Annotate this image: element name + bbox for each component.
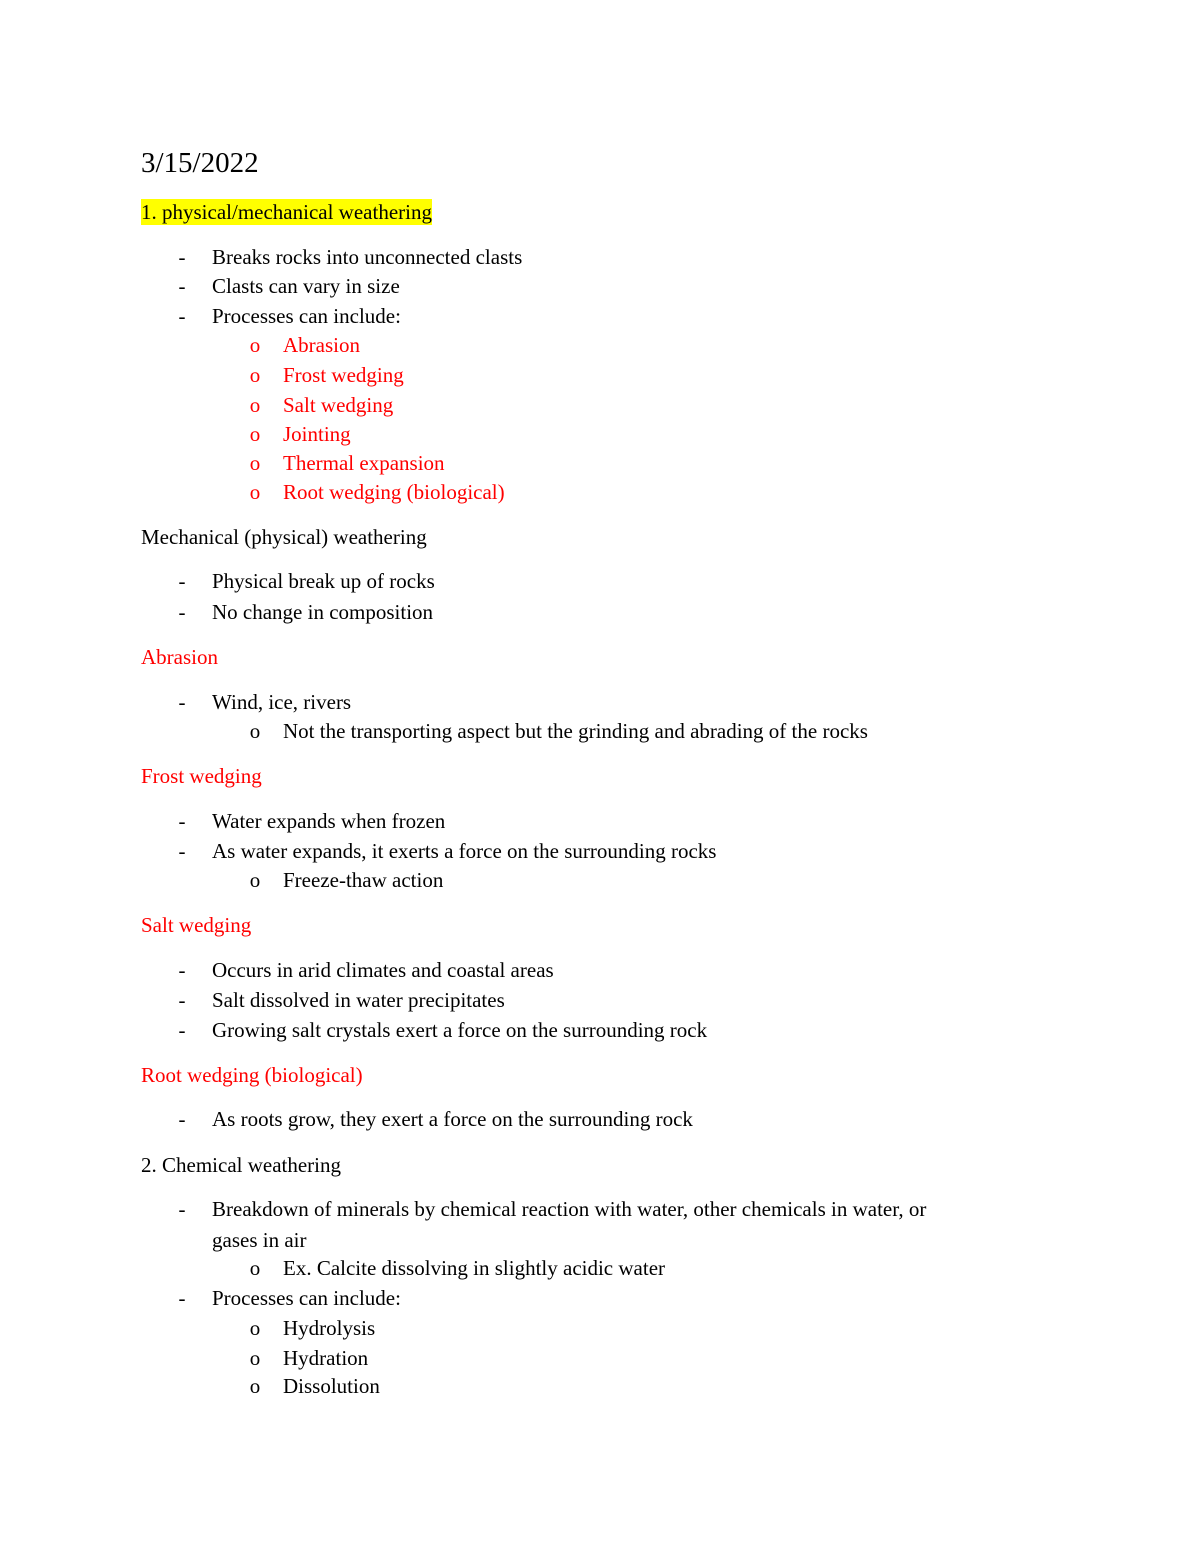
sub-bullet-marker: o [249, 719, 261, 743]
list-item-text: Growing salt crystals exert a force on the surrounding rock [212, 1018, 708, 1042]
list-item-text: Clasts can vary in size [212, 274, 400, 298]
abrasion-heading: Abrasion [141, 645, 218, 669]
root-wedging-heading: Root wedging (biological) [141, 1063, 363, 1087]
bullet-marker: - [178, 1107, 186, 1131]
sub-bullet-marker: o [249, 1374, 261, 1398]
bullet-marker: - [178, 1286, 186, 1310]
bullet-marker: - [178, 958, 186, 982]
bullet-marker: - [178, 1197, 186, 1221]
list-item-text: Occurs in arid climates and coastal areas [212, 958, 554, 982]
sub-bullet-marker: o [249, 480, 261, 504]
bullet-marker: - [178, 988, 186, 1012]
sub-list-item-text: Ex. Calcite dissolving in slightly acidic water [283, 1256, 666, 1280]
sub-list-item-text: Freeze-thaw action [283, 868, 444, 892]
bullet-marker: - [178, 600, 186, 624]
frost-wedging-heading: Frost wedging [141, 764, 262, 788]
bullet-marker: - [178, 569, 186, 593]
sub-list-item-text: Hydration [283, 1346, 369, 1370]
list-item-text: Wind, ice, rivers [212, 690, 352, 714]
section-2-heading: 2. Chemical weathering [141, 1153, 342, 1177]
list-item-text: Physical break up of rocks [212, 569, 435, 593]
bullet-marker: - [178, 1018, 186, 1042]
sub-bullet-marker: o [249, 333, 261, 357]
list-item-text: Breakdown of minerals by chemical reaction with water, other chemicals in water, or [212, 1197, 927, 1221]
list-item-text: Salt dissolved in water precipitates [212, 988, 505, 1012]
sub-bullet-marker: o [249, 1316, 261, 1340]
sub-list-item-text: Root wedging (biological) [283, 480, 505, 504]
list-item-text: gases in air [212, 1228, 307, 1252]
sub-bullet-marker: o [249, 393, 261, 417]
salt-wedging-heading: Salt wedging [141, 913, 252, 937]
list-item-text: No change in composition [212, 600, 434, 624]
list-item-text: Water expands when frozen [212, 809, 446, 833]
sub-list-item-text: Salt wedging [283, 393, 394, 417]
sub-bullet-marker: o [249, 1346, 261, 1370]
sub-list-item-text: Thermal expansion [283, 451, 445, 475]
list-item-text: Processes can include: [212, 1286, 401, 1310]
bullet-marker: - [178, 839, 186, 863]
list-item-text: Processes can include: [212, 304, 401, 328]
list-item-text: Breaks rocks into unconnected clasts [212, 245, 523, 269]
bullet-marker: - [178, 809, 186, 833]
list-item-text: As water expands, it exerts a force on the surrounding rocks [212, 839, 717, 863]
section-1-heading-text: 1. physical/mechanical weathering [141, 200, 432, 224]
bullet-marker: - [178, 274, 186, 298]
bullet-marker: - [178, 304, 186, 328]
sub-bullet-marker: o [249, 1256, 261, 1280]
sub-list-item-text: Not the transporting aspect but the grinding and abrading of the rocks [283, 719, 868, 743]
list-item-text: As roots grow, they exert a force on the surrounding rock [212, 1107, 693, 1131]
sub-list-item-text: Dissolution [283, 1374, 380, 1398]
sub-list-item-text: Frost wedging [283, 363, 404, 387]
sub-list-item-text: Hydrolysis [283, 1316, 376, 1340]
sub-bullet-marker: o [249, 422, 261, 446]
sub-bullet-marker: o [249, 363, 261, 387]
bullet-marker: - [178, 690, 186, 714]
sub-list-item-text: Abrasion [283, 333, 360, 357]
bullet-marker: - [178, 245, 186, 269]
date-heading: 3/15/2022 [141, 147, 259, 179]
mechanical-heading: Mechanical (physical) weathering [141, 525, 427, 549]
sub-bullet-marker: o [249, 451, 261, 475]
sub-bullet-marker: o [249, 868, 261, 892]
sub-list-item-text: Jointing [283, 422, 351, 446]
section-1-heading [141, 199, 432, 225]
